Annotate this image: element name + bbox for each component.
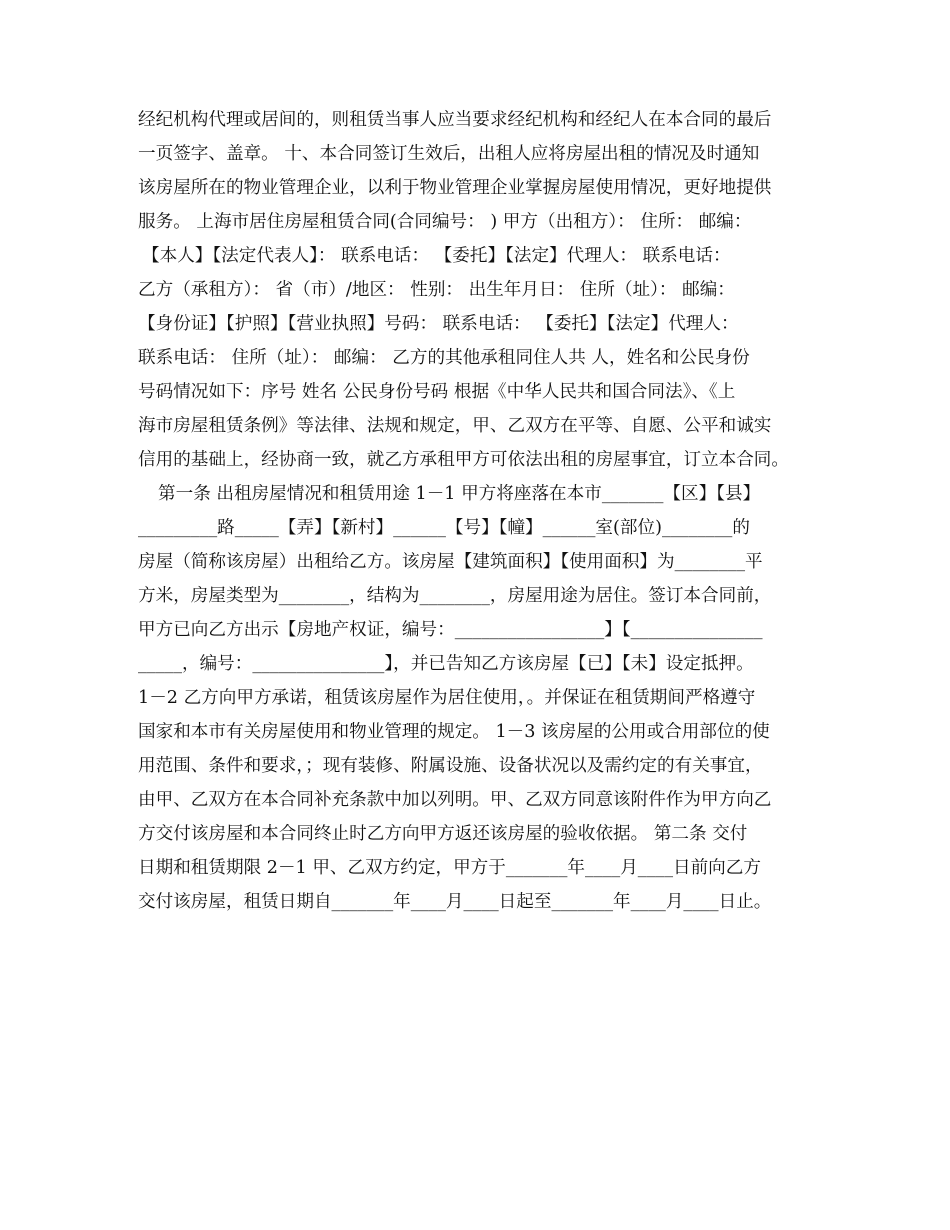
text-line: 房屋（简称该房屋）出租给乙方。该房屋【建筑面积】【使用面积】为________平 [138, 552, 763, 572]
text-line: 号码情况如下：序号 姓名 公民身份号码 根据《中华人民共和国合同法》、《上 [138, 382, 736, 402]
text-line: 乙方（承租方）： 省（市）/地区： 性别： 出生年月日： 住所（址）： 邮编： [138, 280, 735, 300]
text-line: 日期和租赁期限 2－1 甲、乙双方约定，甲方于_______年____月____日前向乙方 [138, 858, 761, 878]
text-line: 1－2 乙方向甲方承诺，租赁该房屋作为居住使用，。并保证在租赁期间严格遵守 [138, 688, 756, 708]
text-line: 交付该房屋，租赁日期自_______年____月____日起至_______年____月____日止。 [138, 892, 772, 912]
text-line: 海市房屋租赁条例》等法律、法规和规定，甲、乙双方在平等、自愿、公平和诚实 [138, 416, 772, 436]
text-line: 方交付该房屋和本合同终止时乙方向甲方返还该房屋的验收依据。 第二条 交付 [138, 824, 748, 844]
text-line: 服务。 上海市居住房屋租赁合同(合同编号： ) 甲方（出租方）： 住所： 邮编： [138, 212, 752, 232]
text-line: 方米，房屋类型为________，结构为________，房屋用途为居住。签订本合同前， [138, 586, 772, 606]
text-line: 【身份证】【护照】【营业执照】号码： 联系电话： 【委托】【法定】代理人： [138, 314, 739, 334]
text-line: _________路_____【弄】【新村】______【号】【幢】______室(部位)________的 [138, 518, 750, 538]
text-line: 国家和本市有关房屋使用和物业管理的规定。 1－3 该房屋的公用或合用部位的使 [138, 722, 770, 742]
text-line: 联系电话： 住所（址）： 邮编： 乙方的其他承租同住人共 人，姓名和公民身份 [138, 348, 750, 368]
text-line: 该房屋所在的物业管理企业，以利于物业管理企业掌握房屋使用情况，更好地提供 [138, 178, 772, 198]
text-line: _____，编号：_______________】，并已告知乙方该房屋【已】【未】设定抵押。 [138, 654, 754, 674]
text-line: 甲方已向乙方出示【房地产权证，编号：_________________】【_______________ [138, 620, 763, 640]
text-line: 用范围、条件和要求，；现有装修、附属设施、设备状况以及需约定的有关事宜， [138, 756, 763, 776]
text-line: 由甲、乙双方在本合同补充条款中加以列明。甲、乙双方同意该附件作为甲方向乙 [138, 790, 772, 810]
text-line: 经纪机构代理或居间的，则租赁当事人应当要求经纪机构和经纪人在本合同的最后 [138, 110, 772, 130]
text-line: 【本人】【法定代表人】： 联系电话： 【委托】【法定】代理人： 联系电话： [142, 246, 731, 266]
text-line: 一页签字、盖章。 十、本合同签订生效后，出租人应将房屋出租的情况及时通知 [138, 144, 760, 164]
text-line: 信用的基础上，经协商一致，就乙方承租甲方可依法出租的房屋事宜，订立本合同。 [138, 450, 789, 470]
text-line: 第一条 出租房屋情况和租赁用途 1－1 甲方将座落在本市_______【区】【县】 [158, 484, 761, 504]
